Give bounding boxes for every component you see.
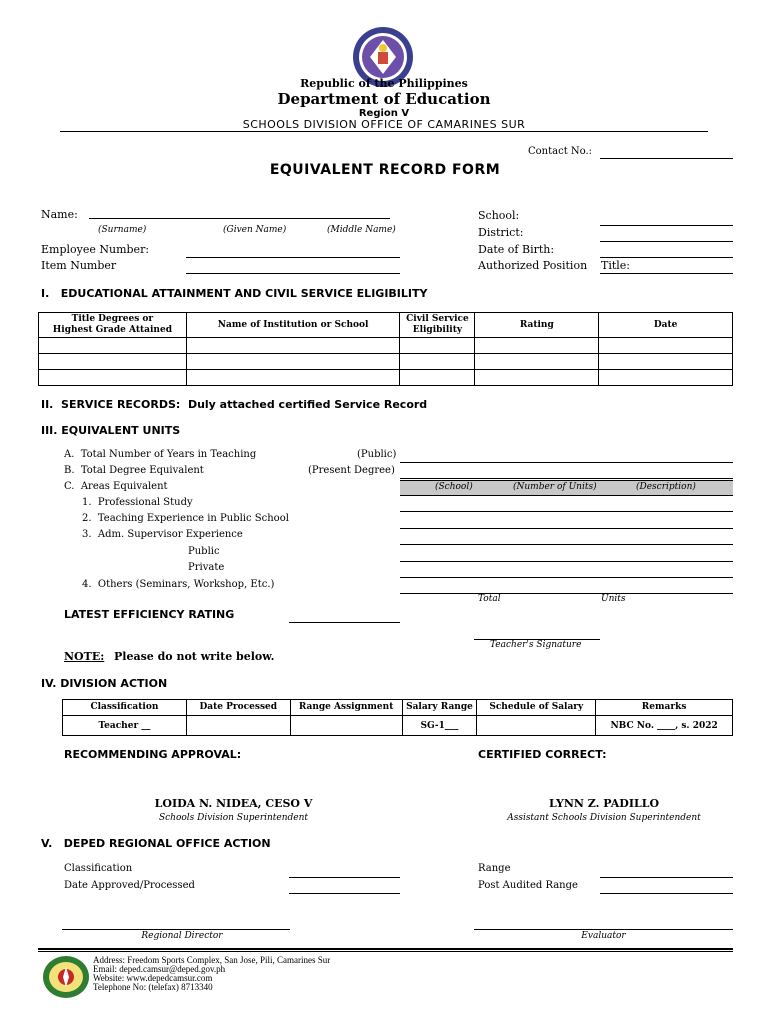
col-title-degrees: Title Degrees or Highest Grade Attained bbox=[39, 313, 187, 338]
surname-caption: (Surname) bbox=[98, 225, 147, 235]
col-description-caption: (Description) bbox=[636, 482, 696, 492]
classification-field[interactable] bbox=[289, 877, 400, 878]
col-rating: Rating bbox=[475, 313, 599, 338]
district-field[interactable] bbox=[600, 241, 733, 242]
contact-field[interactable] bbox=[600, 158, 733, 159]
middle-name-caption: (Middle Name) bbox=[327, 225, 396, 235]
footer-email: Email: deped.camsur@deped.gov.ph bbox=[93, 964, 226, 974]
col-date-processed: Date Processed bbox=[186, 700, 290, 716]
footer-contact-block bbox=[93, 956, 330, 992]
item-c4-field[interactable] bbox=[400, 593, 733, 594]
range-label: Range bbox=[478, 863, 511, 874]
footer-divider-thin bbox=[38, 951, 733, 952]
cell-schedule-of-salary[interactable] bbox=[477, 716, 596, 736]
given-name-caption: (Given Name) bbox=[223, 225, 287, 235]
recommending-approval-label: RECOMMENDING APPROVAL: bbox=[64, 748, 242, 761]
table-row[interactable] bbox=[39, 370, 733, 386]
col-school-caption: (School) bbox=[435, 482, 473, 492]
item-c-label: C. Areas Equivalent bbox=[64, 481, 168, 492]
latest-efficiency-field[interactable] bbox=[289, 622, 400, 623]
item-c3-label: 3. Adm. Supervisor Experience bbox=[82, 529, 243, 540]
regional-director-caption: Regional Director bbox=[141, 931, 223, 941]
section1-heading: I. EDUCATIONAL ATTAINMENT AND CIVIL SERVICE ELIGIBILITY bbox=[41, 287, 428, 300]
item-b-present: (Present Degree) bbox=[308, 465, 395, 476]
item-number-field[interactable] bbox=[186, 273, 400, 274]
date-of-birth-field[interactable] bbox=[600, 257, 733, 258]
name-label: Name: bbox=[41, 208, 78, 221]
item-a-field[interactable] bbox=[400, 462, 733, 463]
section4-heading: IV. DIVISION ACTION bbox=[41, 677, 168, 690]
private-label: Private bbox=[188, 562, 225, 573]
col-schedule-of-salary: Schedule of Salary bbox=[477, 700, 596, 716]
item-a-label: A. Total Number of Years in Teaching bbox=[64, 449, 257, 460]
footer-website: Website: www.depedcamsur.com bbox=[93, 973, 213, 983]
col-remarks: Remarks bbox=[596, 700, 733, 716]
school-field[interactable] bbox=[600, 225, 733, 226]
school-label: School: bbox=[478, 209, 520, 222]
col-civil-service: Civil Service Eligibility bbox=[400, 313, 475, 338]
units-caption: Units bbox=[601, 594, 626, 604]
left-signatory-title: Schools Division Superintendent bbox=[158, 813, 309, 823]
left-signatory-name: LOIDA N. NIDEA, CESO V bbox=[154, 797, 313, 810]
department-title: Department of Education bbox=[277, 90, 491, 108]
table-row[interactable] bbox=[39, 354, 733, 370]
col-institution: Name of Institution or School bbox=[186, 313, 400, 338]
item-b-field[interactable] bbox=[400, 478, 733, 479]
post-audited-field[interactable] bbox=[600, 893, 733, 894]
division-seal-logo bbox=[42, 955, 90, 999]
region-text: Region V bbox=[358, 108, 410, 119]
title-label: Title: bbox=[601, 259, 631, 272]
evaluator-line[interactable] bbox=[474, 929, 733, 930]
certified-correct-label: CERTIFIED CORRECT: bbox=[478, 748, 607, 761]
cell-salary-range[interactable]: SG-1___ bbox=[402, 716, 477, 736]
item-c2-label: 2. Teaching Experience in Public School bbox=[82, 513, 289, 524]
item-c3-field[interactable] bbox=[400, 544, 733, 545]
cell-range-assignment[interactable] bbox=[290, 716, 402, 736]
teacher-signature-caption: Teacher's Signature bbox=[490, 640, 582, 650]
item-number-label: Item Number bbox=[41, 259, 117, 272]
title-field[interactable] bbox=[600, 273, 733, 274]
public-label: Public bbox=[188, 546, 220, 557]
district-label: District: bbox=[478, 226, 524, 239]
division-action-table bbox=[62, 699, 733, 736]
col-salary-range: Salary Range bbox=[402, 700, 477, 716]
section2-heading: II. SERVICE RECORDS: Duly attached certified Service Record bbox=[41, 398, 428, 411]
note-label: NOTE: bbox=[64, 650, 105, 663]
contact-label: Contact No.: bbox=[528, 146, 593, 157]
date-approved-label: Date Approved/Processed bbox=[64, 880, 195, 891]
total-caption: Total bbox=[478, 594, 501, 604]
private-field[interactable] bbox=[400, 577, 733, 578]
note-text: Please do not write below. bbox=[114, 650, 275, 663]
col-units-caption: (Number of Units) bbox=[513, 482, 597, 492]
form-title: EQUIVALENT RECORD FORM bbox=[269, 162, 501, 178]
public-field[interactable] bbox=[400, 561, 733, 562]
right-signatory-name: LYNN Z. PADILLO bbox=[548, 797, 660, 810]
latest-efficiency-label: LATEST EFFICIENCY RATING bbox=[64, 608, 235, 621]
employee-number-label: Employee Number: bbox=[41, 243, 150, 256]
republic-text: Republic of the Philippines bbox=[300, 77, 468, 90]
table-row[interactable] bbox=[39, 338, 733, 354]
employee-number-field[interactable] bbox=[186, 257, 400, 258]
col-date: Date bbox=[599, 313, 733, 338]
classification-label: Classification bbox=[64, 863, 133, 874]
section5-heading: V. DEPED REGIONAL OFFICE ACTION bbox=[41, 837, 271, 850]
division-text: SCHOOLS DIVISION OFFICE OF CAMARINES SUR bbox=[242, 118, 526, 131]
authorized-position-label: Authorized Position bbox=[478, 259, 588, 272]
item-a-public: (Public) bbox=[357, 449, 397, 460]
date-of-birth-label: Date of Birth: bbox=[478, 243, 555, 256]
footer-address: Address: Freedom Sports Complex, San Jose, Pili, Camarines Sur bbox=[93, 955, 331, 965]
regional-director-line[interactable] bbox=[62, 929, 290, 930]
header-divider bbox=[60, 131, 708, 132]
education-table bbox=[38, 312, 733, 386]
item-c1-field[interactable] bbox=[400, 511, 733, 512]
item-b-label: B. Total Degree Equivalent bbox=[64, 465, 204, 476]
name-field[interactable] bbox=[89, 218, 390, 219]
cell-date-processed[interactable] bbox=[186, 716, 290, 736]
table-row[interactable] bbox=[63, 716, 733, 736]
col-range-assignment: Range Assignment bbox=[290, 700, 402, 716]
right-signatory-title: Assistant Schools Division Superintendent bbox=[507, 813, 701, 823]
section3-heading: III. EQUIVALENT UNITS bbox=[41, 424, 181, 437]
date-approved-field[interactable] bbox=[289, 893, 400, 894]
range-field[interactable] bbox=[600, 877, 733, 878]
cell-remarks[interactable]: NBC No. ____, s. 2022 bbox=[596, 716, 733, 736]
col-classification: Classification bbox=[63, 700, 187, 716]
evaluator-caption: Evaluator bbox=[581, 931, 626, 941]
item-c1-label: 1. Professional Study bbox=[82, 497, 193, 508]
post-audited-label: Post Audited Range bbox=[478, 880, 578, 891]
footer-telephone: Telephone No: (telefax) 8713340 bbox=[93, 982, 213, 992]
footer-divider bbox=[38, 948, 733, 950]
item-c4-label: 4. Others (Seminars, Workshop, Etc.) bbox=[82, 579, 275, 590]
cell-classification[interactable]: Teacher __ bbox=[63, 716, 187, 736]
item-c2-field[interactable] bbox=[400, 528, 733, 529]
